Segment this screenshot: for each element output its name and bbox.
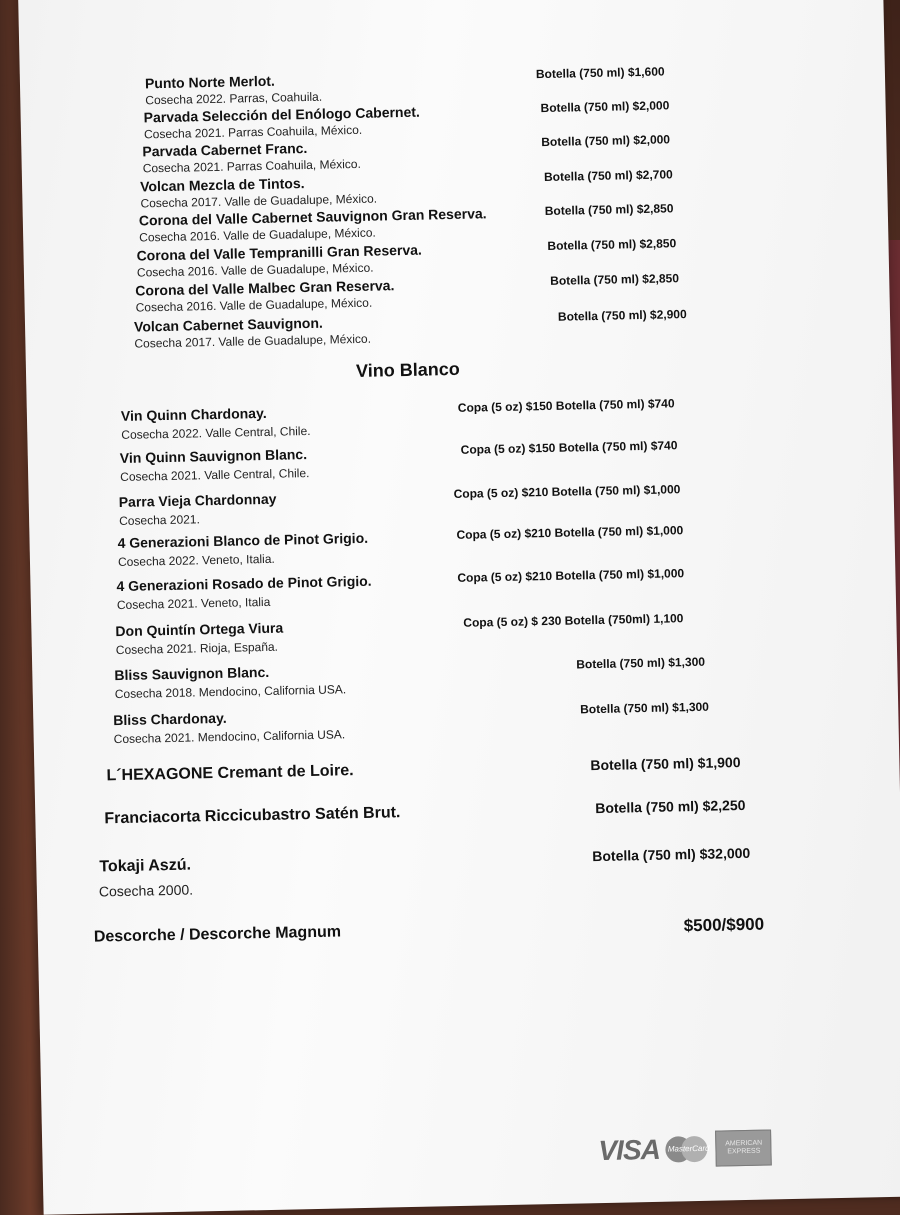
wine-price: Botella (750 ml) $32,000 [592,844,751,865]
wine-name: Bliss Sauvignon Blanc. [114,663,270,684]
wine-price: Botella (750 ml) $2,900 [557,307,687,324]
amex-logo: AMERICAN EXPRESS [715,1129,772,1166]
wine-detail: Cosecha 2018. Mendocino, California USA. [114,682,347,702]
wine-name: Parvada Cabernet Franc. [142,139,308,160]
wine-detail: Cosecha 2021. Parras Coahuila, México. [142,156,361,176]
wine-name: Vin Quinn Chardonay. [120,404,267,424]
wine-price: Copa (5 oz) $150 Botella (750 ml) $740 [460,438,678,457]
wine-price: Botella (750 ml) $2,850 [544,201,674,219]
wine-name: Bliss Chardonay. [113,709,227,729]
wine-price: Copa (5 oz) $210 Botella (750 ml) $1,000 [456,523,684,542]
wine-name: Parra Vieja Chardonnay [118,490,277,511]
wine-price: Copa (5 oz) $210 Botella (750 ml) $1,000 [457,566,685,585]
wine-name: Parvada Selección del Enólogo Cabernet. [143,103,421,126]
wine-name: Vin Quinn Sauvignon Blanc. [119,446,308,466]
wine-price: Botella (750 ml) $1,600 [535,64,665,82]
wine-detail: Cosecha 2021. Rioja, España. [115,639,279,658]
visa-logo: VISA [598,1133,661,1167]
menu-content [18,0,900,1215]
wine-name: Corona del Valle Tempranilli Gran Reserva. [136,241,422,264]
wine-name: L´HEXAGONE Cremant de Loire. [106,762,354,785]
wine-detail: Cosecha 2021. Veneto, Italia [116,594,271,613]
wine-name: Volcan Mezcla de Tintos. [139,175,305,195]
wine-detail: Cosecha 2016. Valle de Guadalupe, México. [136,260,374,280]
section-title-vino-blanco: Vino Blanco [355,358,460,382]
wine-name: Franciacorta Riccicubastro Satén Brut. [104,804,401,828]
mastercard-logo [666,1136,711,1163]
wine-detail: Cosecha 2022. Parras, Coahuila. [145,89,323,108]
wine-detail: Cosecha 2022. Valle Central, Chile. [121,423,311,442]
wine-price: Botella (750 ml) $2,850 [547,236,677,253]
wine-name: Tokaji Aszú. [99,856,192,876]
wine-name: Corona del Valle Cabernet Sauvignon Gran Reserva. [138,205,487,229]
wine-price: Botella (750 ml) $2,850 [550,271,680,288]
wine-name: Punto Norte Merlot. [144,72,276,92]
wine-price: Botella (750 ml) $1,900 [590,754,741,774]
wine-price: Botella (750 ml) $2,250 [595,796,746,817]
payment-methods [598,1129,772,1169]
wine-detail: Cosecha 2017. Valle de Guadalupe, México. [134,331,372,351]
wine-detail: Cosecha 2016. Valle de Guadalupe, México. [135,295,373,315]
wine-name: 4 Generazioni Blanco de Pinot Grigio. [117,529,369,552]
wine-name: 4 Generazioni Rosado de Pinot Grigio. [116,572,372,595]
wine-price: Botella (750 ml) $2,000 [540,98,670,116]
wine-price: Botella (750 ml) $1,300 [576,654,706,672]
wine-detail: Cosecha 2016. Valle de Guadalupe, México. [139,225,376,245]
menu-page [18,0,900,1215]
wine-name: Volcan Cabernet Sauvignon. [133,314,323,335]
mastercard-label: MasterCard [667,1143,710,1154]
corkage-price: $500/$900 [683,914,765,936]
wine-price: Botella (750 ml) $1,300 [580,699,710,717]
wine-detail: Cosecha 2021. [118,512,201,528]
wine-detail: Cosecha 2000. [98,881,194,900]
wine-price: Botella (750 ml) $2,000 [541,132,671,150]
wine-detail: Cosecha 2017. Valle de Guadalupe, México. [140,191,378,211]
wine-price: Copa (5 oz) $210 Botella (750 ml) $1,000 [453,482,681,501]
wine-detail: Cosecha 2021. Valle Central, Chile. [120,466,310,484]
corkage-label: Descorche / Descorche Magnum [93,923,342,946]
wine-price: Copa (5 oz) $ 230 Botella (750ml) 1,100 [463,611,684,630]
wine-detail: Cosecha 2021. Mendocino, California USA. [113,727,346,747]
wine-name: Corona del Valle Malbec Gran Reserva. [135,277,395,299]
wine-name: Don Quintín Ortega Viura [115,619,284,640]
wine-detail: Cosecha 2021. Parras Coahuila, México. [143,122,363,142]
wine-detail: Cosecha 2022. Veneto, Italia. [117,551,275,570]
wine-price: Botella (750 ml) $2,700 [543,167,673,185]
wine-price: Copa (5 oz) $150 Botella (750 ml) $740 [457,396,675,415]
